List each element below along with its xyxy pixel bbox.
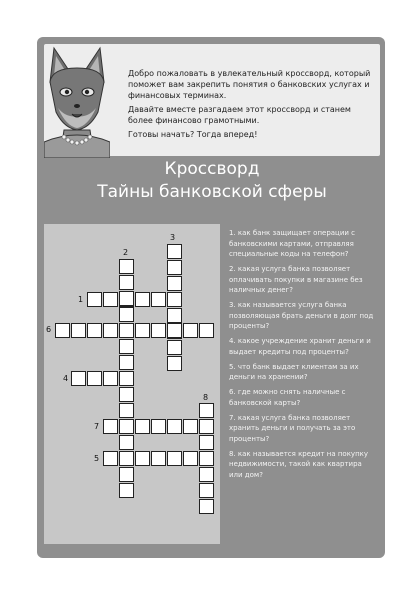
clue-number-3: 3 xyxy=(170,233,176,242)
crossword-cell xyxy=(199,467,214,482)
crossword-cell xyxy=(119,355,134,370)
crossword-cell xyxy=(71,371,86,386)
crossword-cell xyxy=(103,371,118,386)
crossword-cell xyxy=(87,371,102,386)
crossword-cell xyxy=(183,451,198,466)
question-6: 6. где можно снять наличные с банковской карты? xyxy=(229,388,346,407)
crossword-cell xyxy=(103,323,118,338)
crossword-cell xyxy=(87,292,102,307)
fox-avatar-icon xyxy=(44,42,110,158)
crossword-cell xyxy=(119,403,134,418)
crossword-cell xyxy=(199,499,214,514)
crossword-cell xyxy=(119,483,134,498)
clue-number-6: 6 xyxy=(46,325,52,334)
crossword-cell xyxy=(199,403,214,418)
crossword-cell xyxy=(199,451,214,466)
intro-text xyxy=(128,68,378,143)
crossword-cell xyxy=(167,356,182,371)
crossword-cell xyxy=(87,323,102,338)
crossword-cell xyxy=(151,292,166,307)
intro-invite: Давайте вместе разгадаем этот кроссворд и станем более финансово грамотными. xyxy=(128,105,351,125)
crossword-cell xyxy=(119,323,134,338)
crossword-cell xyxy=(199,435,214,450)
question-7: 7. какая услуга банка позволяет хранить деньги и получать за это проценты? xyxy=(229,413,356,443)
intro-start: Готовы начать? Тогда вперед! xyxy=(128,130,258,139)
question-5: 5. что банк выдает клиентам за их деньги на хранении? xyxy=(229,362,359,381)
crossword-cell xyxy=(167,308,182,323)
crossword-cell xyxy=(119,259,134,274)
clue-number-7: 7 xyxy=(94,422,100,431)
question-8: 8. как называется кредит на покупку недвижимости, такой как квартира или дом? xyxy=(229,449,369,479)
crossword-cell xyxy=(55,323,70,338)
crossword-cell xyxy=(135,451,150,466)
crossword-cell xyxy=(167,276,182,291)
crossword-cell xyxy=(103,292,118,307)
crossword-cell xyxy=(167,340,182,355)
crossword-cell xyxy=(71,323,86,338)
crossword-cell xyxy=(119,275,134,290)
crossword-cell xyxy=(167,260,182,275)
questions-list xyxy=(229,228,377,485)
crossword-cell xyxy=(167,451,182,466)
crossword-cell xyxy=(135,419,150,434)
crossword-cell xyxy=(119,371,134,386)
crossword-cell xyxy=(119,467,134,482)
clue-number-5: 5 xyxy=(94,454,100,463)
question-1: 1. как банк защищает операции с банковскими картами, отправляя специальные коды на телефон? xyxy=(229,229,355,258)
clue-number-8: 8 xyxy=(203,393,209,402)
question-2: 2. какая услуга банка позволяет оплачивать покупки в магазине без наличных денег? xyxy=(229,265,363,294)
crossword-cell xyxy=(103,419,118,434)
crossword-cell xyxy=(103,451,118,466)
crossword-cell xyxy=(119,291,134,306)
crossword-cell xyxy=(199,483,214,498)
crossword-cell xyxy=(199,419,214,434)
crossword-cell xyxy=(119,339,134,354)
crossword-cell xyxy=(167,292,182,307)
crossword-cell xyxy=(135,323,150,338)
crossword-cell xyxy=(183,323,198,338)
crossword-cell xyxy=(167,244,182,259)
intro-welcome: Добро пожаловать в увлекательный кроссворд, который поможет вам закрепить понятия о банковских услугах и финансовых терминах. xyxy=(128,69,371,100)
page-title xyxy=(44,158,380,204)
crossword-cell xyxy=(119,307,134,322)
clue-number-4: 4 xyxy=(63,374,69,383)
crossword-cell xyxy=(119,387,134,402)
crossword-cell xyxy=(119,435,134,450)
crossword-cell xyxy=(167,323,182,338)
crossword-cell xyxy=(199,323,214,338)
crossword-cell xyxy=(119,451,134,466)
crossword-cell xyxy=(119,419,134,434)
clue-number-1: 1 xyxy=(78,295,84,304)
title-line-1: Кроссворд xyxy=(164,159,260,179)
title-line-2: Тайны банковской сферы xyxy=(97,182,327,202)
crossword-cell xyxy=(151,323,166,338)
question-3: 3. как называется услуга банка позволяющая брать деньги в долг под проценты? xyxy=(229,301,374,330)
crossword-cell xyxy=(183,419,198,434)
crossword-cell xyxy=(135,292,150,307)
clue-number-2: 2 xyxy=(123,248,129,257)
crossword-cell xyxy=(151,451,166,466)
crossword-cell xyxy=(151,419,166,434)
question-4: 4. какое учреждение хранит деньги и выдает кредиты под проценты? xyxy=(229,337,371,356)
crossword-cell xyxy=(167,419,182,434)
